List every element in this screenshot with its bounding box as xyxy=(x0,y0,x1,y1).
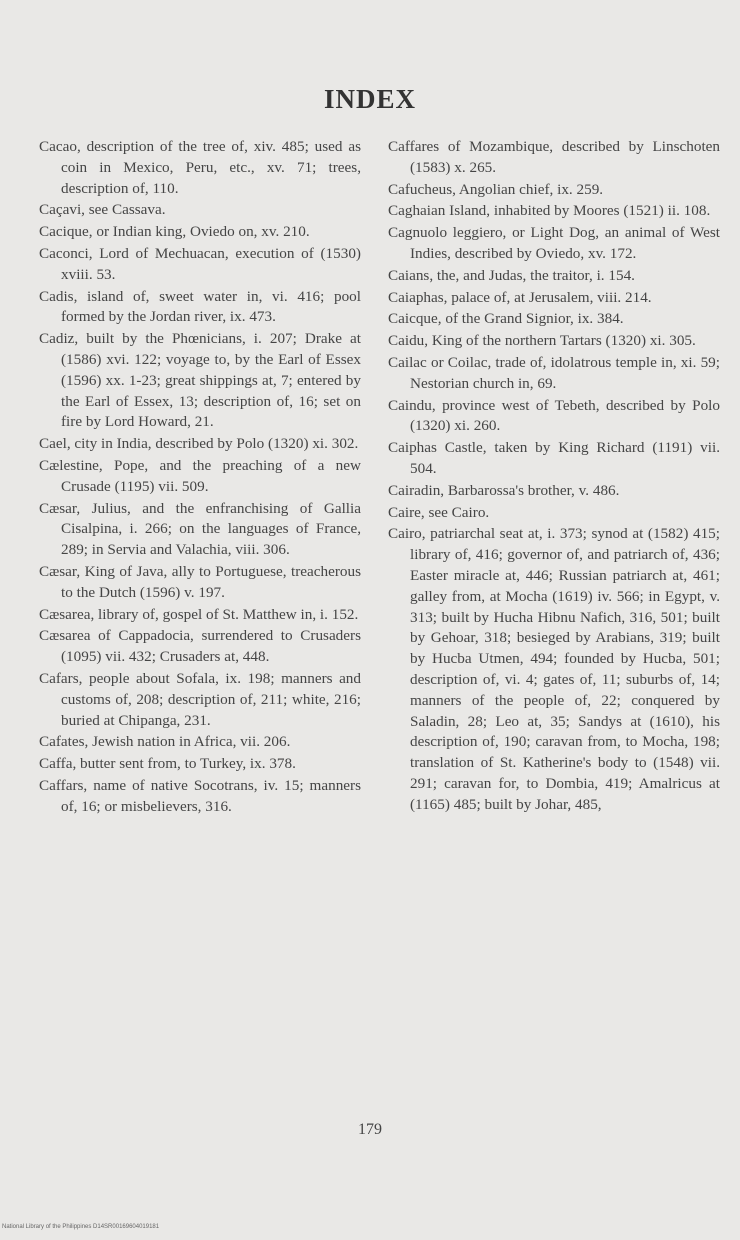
index-entry: Cafars, people about Sofala, ix. 198; manners and customs of, 208; description of, 211; white, 216; buried at Chipanga, 231. xyxy=(39,669,361,729)
index-entry: Cadiz, built by the Phœnicians, i. 207; Drake at (1586) xvi. 122; voyage to, by the Earl of Essex (1596) xx. 1-23; great shippings at, 7; entered by the Earl of Essex, 13; description of, 16; set on fire by Lord Howard, 21. xyxy=(39,330,361,431)
index-entry: Caire, see Cairo. xyxy=(388,503,490,521)
index-entry: Cadis, island of, sweet water in, vi. 416; pool formed by the Jordan river, ix. 473. xyxy=(39,287,361,326)
index-entry: Cælestine, Pope, and the preaching of a new Crusade (1195) vii. 509. xyxy=(39,456,361,495)
index-entry: Caffars, name of native Socotrans, iv. 15; manners of, 16; or misbelievers, 316. xyxy=(39,776,361,815)
index-column-left xyxy=(39,137,361,819)
index-entry: Cairadin, Barbarossa's brother, v. 486. xyxy=(388,481,620,499)
index-entry: Cacao, description of the tree of, xiv. 485; used as coin in Mexico, Peru, etc., xv. 71; trees, description of, 110. xyxy=(39,138,361,197)
index-entry: Caffa, butter sent from, to Turkey, ix. 378. xyxy=(39,755,296,773)
index-entry: Caiphas Castle, taken by King Richard (1191) vii. 504. xyxy=(388,439,720,477)
index-entry: Cafucheus, Angolian chief, ix. 259. xyxy=(388,180,604,198)
index-entry: Caconci, Lord of Mechuacan, execution of (1530) xviii. 53. xyxy=(39,244,361,283)
index-entry: Caghaian Island, inhabited by Moores (1521) ii. 108. xyxy=(388,202,711,220)
index-entry: Cæsarea of Cappadocia, surrendered to Crusaders (1095) vii. 432; Crusaders at, 448. xyxy=(39,627,361,666)
index-column-right xyxy=(388,137,720,817)
index-entry: Caicque, of the Grand Signior, ix. 384. xyxy=(388,310,624,328)
index-entry: Caians, the, and Judas, the traitor, i. 154. xyxy=(388,266,635,284)
index-entry: Cailac or Coilac, trade of, idolatrous temple in, xi. 59; Nestorian church in, 69. xyxy=(388,353,720,392)
index-entry: Cairo, patriarchal seat at, i. 373; synod at (1582) 415; library of, 416; governor of, and patriarch of, 436; Easter miracle at, 446; Russian patriarch at, 461; galley from, at Mocha (1619) iv. 566; in Egypt, v. 313; built by Hucha Hibnu Nafich, 316, 501; built by Gehoar, 318; besieged by Arabians, 319; built by Hucba Utmen, 494; founded by Hucba, 501; description of, vi. 4; gates of, 11; suburbs of, 14; manners of the people of, 22; conquered by Saladin, 28; Leo at, 35; Sandys at (1610), his description of, 190; caravan from, to Mocha, 198; translation of St. Katherine's body to (1548) vii. 291; caravan for, to Dombia, 419; Amalricus at (1165) 485; built by Johar, 485, xyxy=(388,525,720,813)
index-entry: Cæsar, King of Java, ally to Portuguese, treacherous to the Dutch (1596) v. 197. xyxy=(39,562,361,601)
footer-credit: National Library of the Philippines D14SR00169604019181 xyxy=(2,1224,160,1230)
page-number: 179 xyxy=(358,1121,382,1138)
index-entry: Caidu, King of the northern Tartars (1320) xi. 305. xyxy=(388,332,696,350)
index-entry: Cafates, Jewish nation in Africa, vii. 206. xyxy=(39,733,291,751)
index-entry: Cael, city in India, described by Polo (1320) xi. 302. xyxy=(39,435,359,453)
index-entry: Cæsarea, library of, gospel of St. Matthew in, i. 152. xyxy=(39,605,359,623)
index-entry: Cagnuolo leggiero, or Light Dog, an animal of West Indies, described by Oviedo, xv. 172. xyxy=(388,224,720,262)
index-entry: Caçavi, see Cassava. xyxy=(39,201,166,219)
index-entry: Caiaphas, palace of, at Jerusalem, viii. 214. xyxy=(388,288,652,306)
index-entry: Cæsar, Julius, and the enfranchising of Gallia Cisalpina, i. 266; on the languages of France, 289; in Servia and Valachia, viii. 306. xyxy=(39,499,361,559)
index-entry: Caindu, province west of Tebeth, described by Polo (1320) xi. 260. xyxy=(388,396,720,435)
page-title: INDEX xyxy=(323,84,416,114)
index-entry: Cacique, or Indian king, Oviedo on, xv. 210. xyxy=(39,223,310,241)
index-entry: Caffares of Mozambique, described by Linschoten (1583) x. 265. xyxy=(388,138,720,176)
